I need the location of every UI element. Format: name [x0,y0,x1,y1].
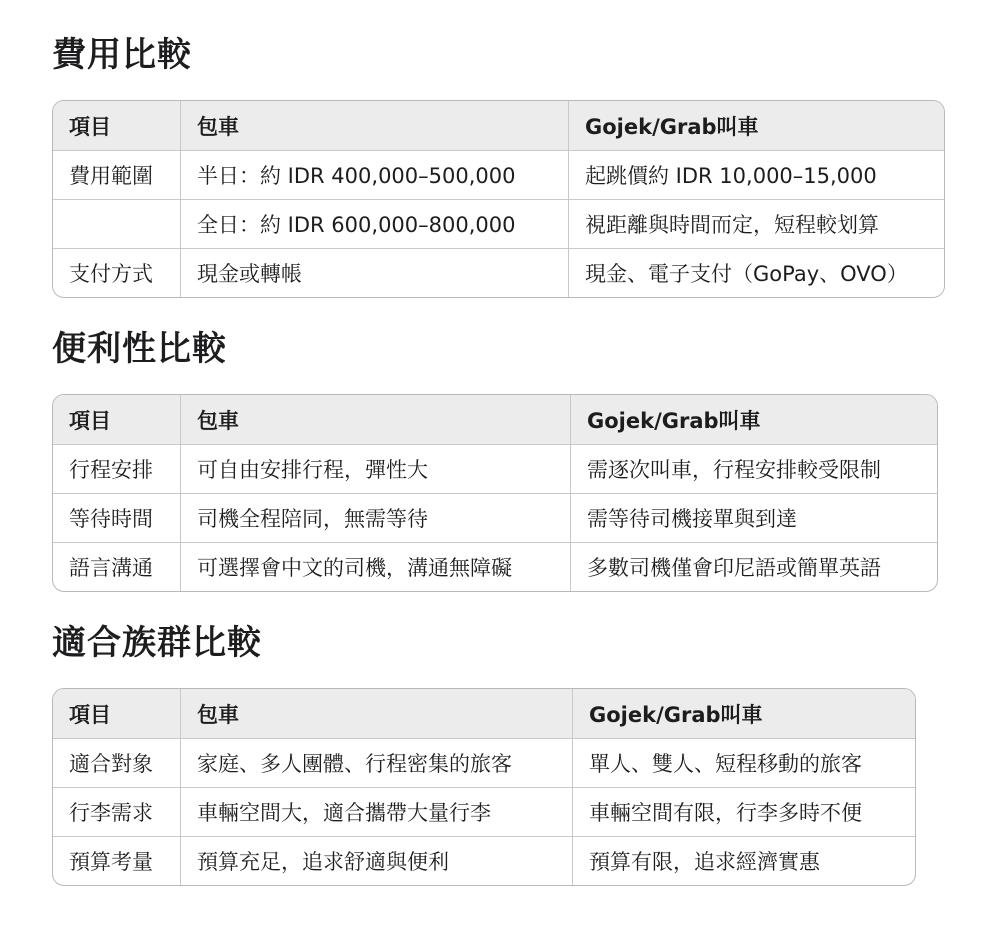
table-header-row [53,395,937,444]
ridehail-cell: 需等待司機接單與到達 [570,494,937,542]
charter-cell: 司機全程陪同，無需等待 [180,494,570,542]
row-label: 適合對象 [69,752,153,776]
ridehail-cell: 車輛空間有限，行李多時不便 [572,788,913,836]
charter-cell: 現金或轉帳 [180,249,568,297]
header-cell-ridehail: Gojek/Grab叫車 [572,689,913,738]
charter-cell: 全日：約 IDR 600,000–800,000 [180,200,568,248]
section-title-audience: 適合族群比較 [52,623,262,663]
charter-cell: 半日：約 IDR 400,000–500,000 [180,151,568,199]
header-cell-charter: 包車 [180,395,570,444]
charter-cell: 家庭、多人團體、行程密集的旅客 [180,739,572,787]
table-row [53,836,915,885]
ridehail-cell: 現金、電子支付（GoPay、OVO） [568,249,944,297]
table-row [53,444,937,493]
table-row [53,248,944,297]
convenience-comparison-table [52,394,938,592]
table-row [53,738,915,787]
ridehail-cell: 單人、雙人、短程移動的旅客 [572,739,913,787]
header-cell-item: 項目 [69,702,111,727]
cost-comparison-table [52,100,945,298]
table-header-row [53,101,944,150]
ridehail-cell: 預算有限，追求經濟實惠 [572,837,913,885]
row-label: 費用範圍 [69,164,153,188]
header-cell-ridehail: Gojek/Grab叫車 [570,395,937,444]
table-row [53,787,915,836]
table-row [53,150,944,199]
header-cell-charter: 包車 [180,689,572,738]
ridehail-cell: 多數司機僅會印尼語或簡單英語 [570,543,937,591]
header-cell-ridehail: Gojek/Grab叫車 [568,101,944,150]
header-cell-item: 項目 [69,408,111,433]
row-label: 等待時間 [69,507,153,531]
charter-cell: 車輛空間大，適合攜帶大量行李 [180,788,572,836]
table-row [53,199,944,248]
audience-comparison-table [52,688,916,886]
charter-cell: 預算充足，追求舒適與便利 [180,837,572,885]
charter-cell: 可自由安排行程，彈性大 [180,445,570,493]
ridehail-cell: 需逐次叫車，行程安排較受限制 [570,445,937,493]
row-label: 語言溝通 [69,556,153,580]
table-row [53,542,937,591]
row-label: 預算考量 [69,850,153,874]
section-title-cost: 費用比較 [52,35,192,75]
table-row [53,493,937,542]
row-label: 行程安排 [69,458,153,482]
row-label: 支付方式 [69,262,153,286]
row-label: 行李需求 [69,801,153,825]
charter-cell: 可選擇會中文的司機，溝通無障礙 [180,543,570,591]
header-cell-charter: 包車 [180,101,568,150]
row-label [53,200,180,248]
ridehail-cell: 視距離與時間而定，短程較划算 [568,200,944,248]
table-header-row [53,689,915,738]
ridehail-cell: 起跳價約 IDR 10,000–15,000 [568,151,944,199]
header-cell-item: 項目 [69,114,111,139]
section-title-convenience: 便利性比較 [52,329,227,369]
